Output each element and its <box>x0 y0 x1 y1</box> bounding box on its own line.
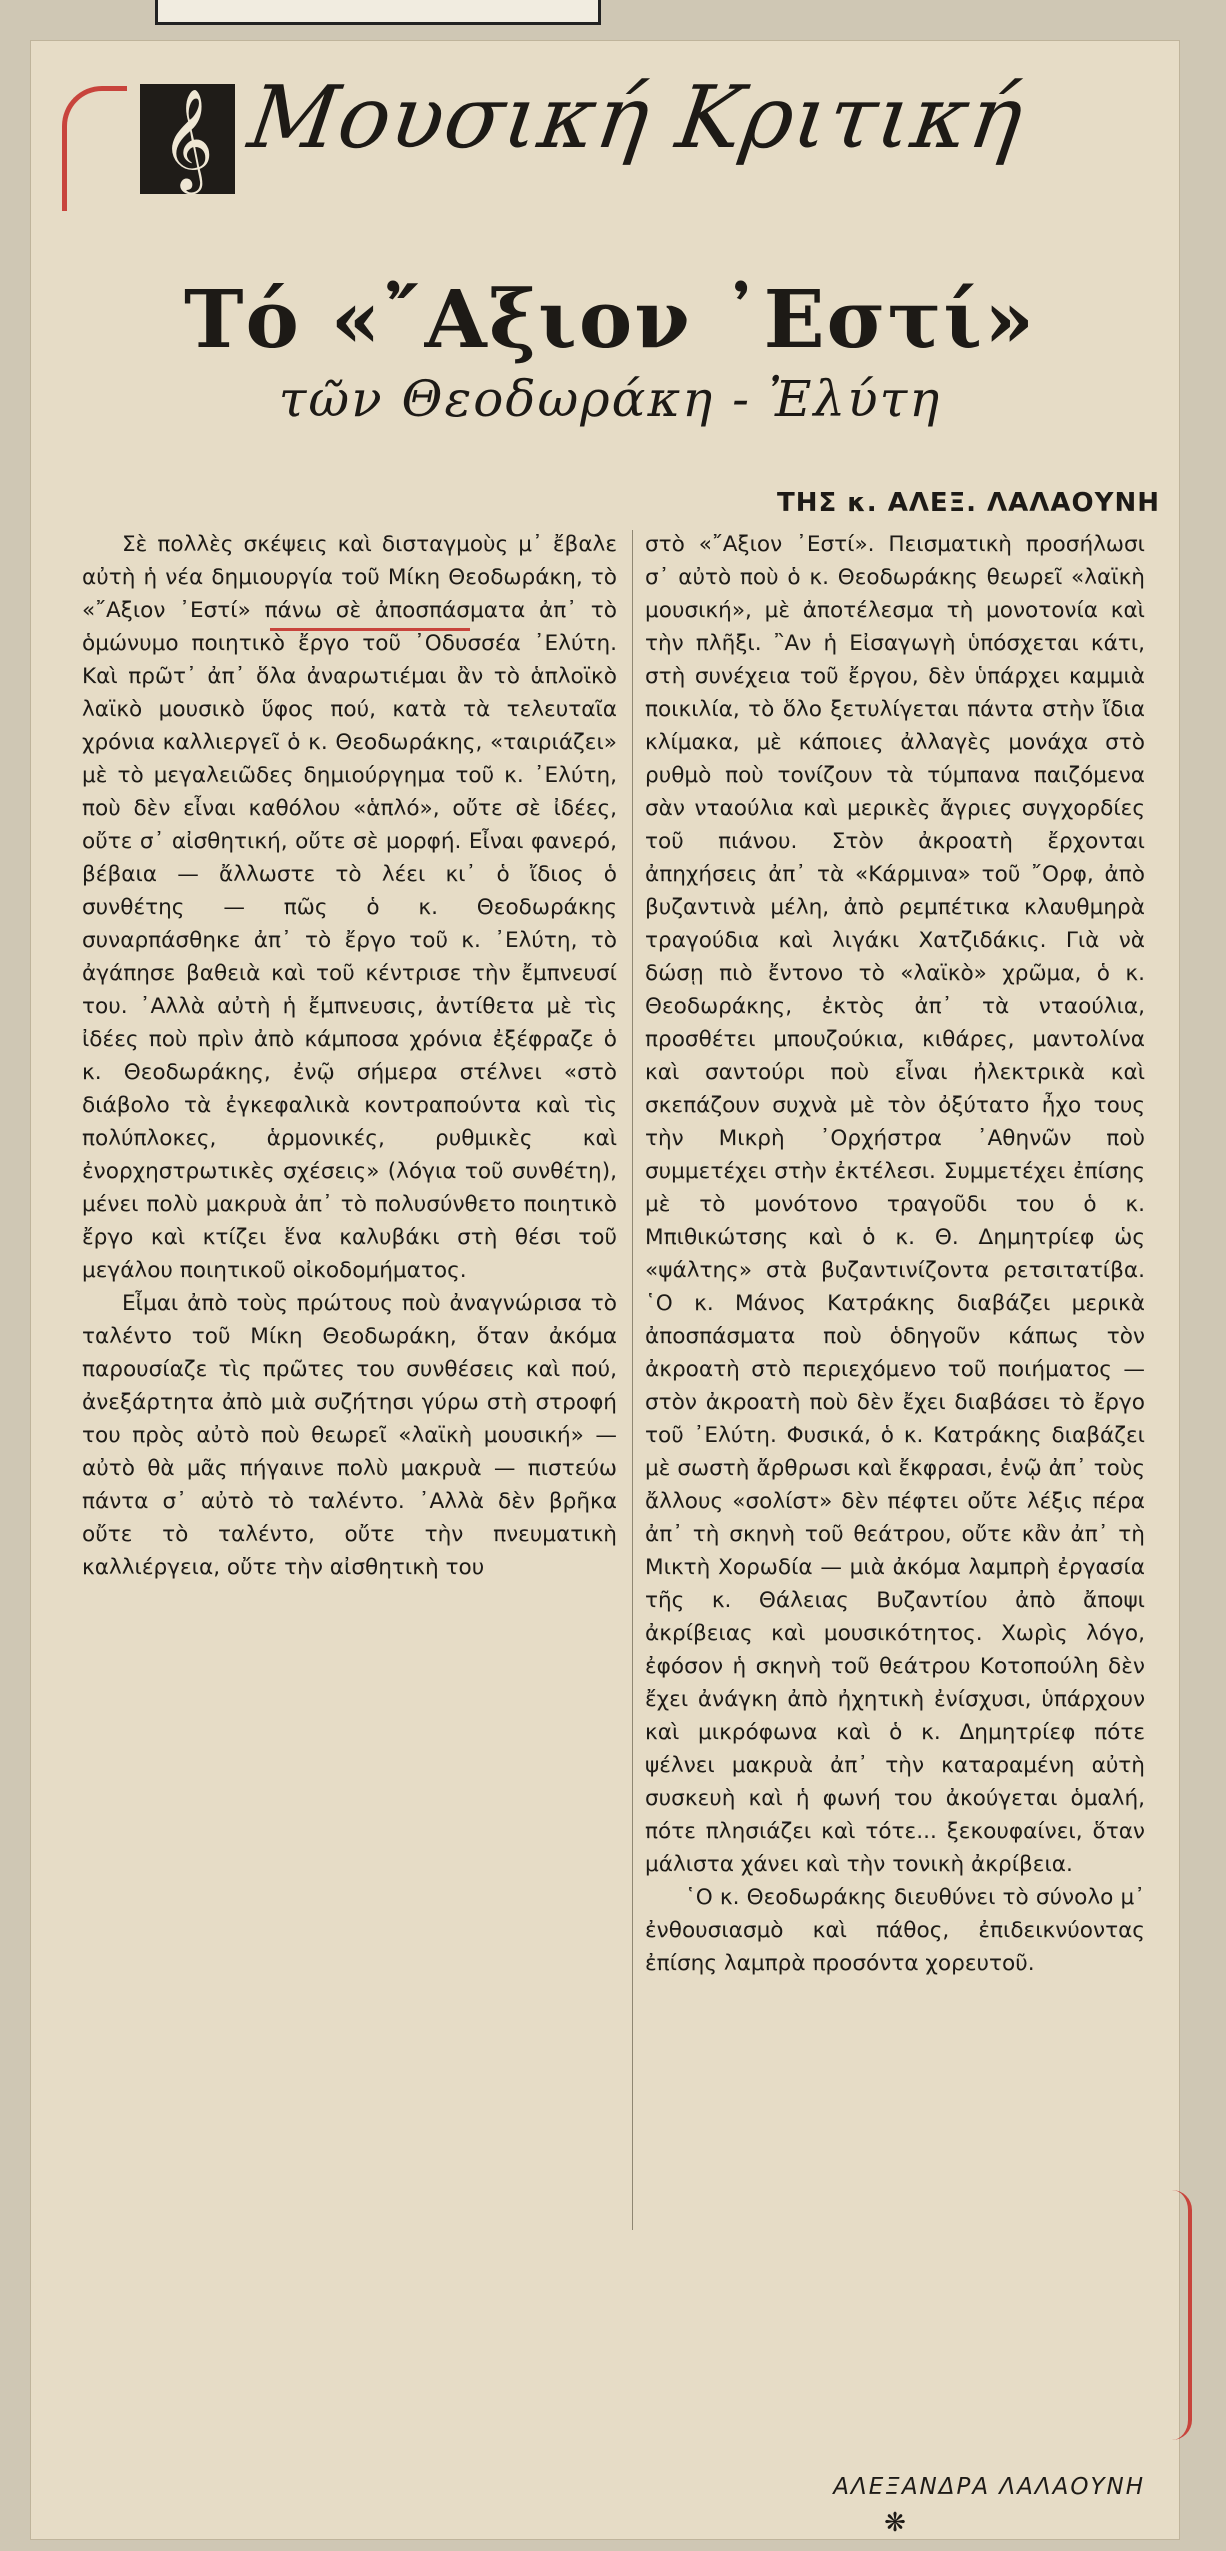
section-header <box>100 62 1150 212</box>
red-pen-mark <box>62 86 127 211</box>
article-subhead: τῶν Θεοδωράκη - Ἐλύτη <box>278 370 942 428</box>
red-pen-mark-right <box>1170 2190 1192 2440</box>
right-column <box>645 528 1145 1980</box>
column-divider <box>632 530 633 2230</box>
author-signature: ΑΛΕΞΑΝΔΡΑ ΛΑΛΑΟΥΝΗ <box>833 2474 1145 2500</box>
section-title: Μουσική Κριτική <box>242 68 1030 168</box>
paragraph: ῾Ο κ. Θεοδωράκης διευθύνει τὸ σύνολο μ᾿ ἐνθουσιασμὸ καὶ πάθος, ἐπιδεικνύοντας ἐπίσης λαμπρὰ προσόντα χορευτοῦ. <box>645 1885 1145 1976</box>
article-headline: Τό «῎Αξιον ᾿Εστί» <box>183 272 1037 366</box>
top-paper-stub <box>155 0 601 25</box>
treble-clef-icon: 𝄞 <box>140 84 235 194</box>
left-column <box>82 528 617 1584</box>
article-byline: ΤΗΣ κ. ΑΛΕΞ. ΛΑΛΑΟΥΝΗ <box>776 488 1160 518</box>
paragraph: Σὲ πολλὲς σκέψεις καὶ δισταγμοὺς μ᾿ ἔβαλε αὐτὴ ἡ νέα δημιουργία τοῦ Μίκη Θεοδωράκη, τὸ «῎Αξιον ᾿Εστί» πάνω σὲ ἀποσπάσματα ἀπ᾿ τὸ ὁμώνυμο ποιητικὸ ἔργο τοῦ ᾿Οδυσσέα ᾿Ελύτη. Καὶ πρῶτ᾿ ἀπ᾿ ὅλα ἀναρωτιέμαι ἂν τὸ ἁπλοϊκὸ λαϊκὸ μουσικὸ ὕφος πού, κατὰ τὰ τελευταῖα χρόνια καλλιεργεῖ ὁ κ. Θεοδωράκης, «ταιριάζει» μὲ τὸ μεγαλειῶδες δημιούργημα τοῦ κ. ᾿Ελύτη, ποὺ δὲν εἶναι καθόλου «ἁπλό», οὔτε σὲ ἰδέες, οὔτε σ᾿ αἰσθητική, οὔτε σὲ μορφή. Εἶναι φανερό, βέβαια — ἄλλωστε τὸ λέει κι᾿ ὁ ἴδιος ὁ συνθέτης — πῶς ὁ κ. Θεοδωράκης συναρπάσθηκε ἀπ᾿ τὸ ἔργο τοῦ κ. ᾿Ελύτη, τὸ ἀγάπησε βαθειὰ καὶ τοῦ κέντρισε τὴν ἔμπνευσί του. ᾿Αλλὰ αὐτὴ ἡ ἔμπνευσις, ἀντίθετα μὲ τὶς ἰδέες ποὺ πρὶν ἀπὸ κάμποσα χρόνια ἐξέφραζε ὁ κ. Θεοδωράκης, ἐνῷ σήμερα στέλνει «στὸ διάβολο τὰ ἐγκεφαλικὰ κοντραπούντα καὶ τὶς πολύπλοκες, ἁρμονικές, ρυθμικὲς καὶ ἐνορχηστρωτικὲς σχέσεις» (λόγια τοῦ συνθέτη), μένει πολὺ μακρυὰ ἀπ᾿ τὸ πολυσύνθετο ποιητικὸ ἔργο καὶ κτίζει ἕνα καλυβάκι στὴ θέσι τοῦ μεγάλου ποιητικοῦ οἰκοδομήματος. <box>82 532 617 1283</box>
red-underline-mark <box>270 628 470 631</box>
paragraph: Εἶμαι ἀπὸ τοὺς πρώτους ποὺ ἀναγνώρισα τὸ ταλέντο τοῦ Μίκη Θεοδωράκη, ὅταν ἀκόμα παρουσίαζε τὶς πρῶτες του συνθέσεις καὶ πού, ἀνεξάρτητα ἀπὸ μιὰ συζήτησι γύρω στὴ στροφή του πρὸς αὐτὸ ποὺ θεωρεῖ «λαϊκὴ μουσική» — αὐτὸ θὰ μᾶς πήγαινε πολὺ μακρυὰ — πιστεύω πάντα σ᾿ αὐτὸ τὸ ταλέντο. ᾿Αλλὰ δὲν βρῆκα οὔτε τὸ ταλέντο, οὔτε τὴν πνευματικὴ καλλιέργεια, οὔτε τὴν αἰσθητικὴ του <box>82 1291 617 1580</box>
paragraph: στὸ «῎Αξιον ᾿Εστί». Πεισματικὴ προσήλωσι σ᾿ αὐτὸ ποὺ ὁ κ. Θεοδωράκης θεωρεῖ «λαϊκὴ μουσική», μὲ ἀποτέλεσμα τὴ μονοτονία καὶ τὴν πλῆξι. ῍Αν ἡ Εἰσαγωγὴ ὑπόσχεται κάτι, στὴ συνέχεια τοῦ ἔργου, δὲν ὑπάρχει καμμιὰ ποικιλία, τὸ ὅλο ξετυλίγεται πάντα στὴν ἴδια κλίμακα, μὲ κάποιες ἀλλαγὲς μονάχα στὸ ρυθμὸ ποὺ τονίζουν τὰ τύμπανα παιζόμενα σὰν νταούλια καὶ μερικὲς ἄγριες συγχορδίες τοῦ πιάνου. Στὸν ἀκροατὴ ἔρχονται ἀπηχήσεις ἀπ᾿ τὰ «Κάρμινα» τοῦ ῎Ορφ, ἀπὸ βυζαντινὰ μέλη, ἀπὸ ρεμπέτικα κλαυθμηρὰ τραγούδια καὶ λιγάκι Χατζιδάκις. Γιὰ νὰ δώσῃ πιὸ ἔντονο τὸ «λαϊκὸ» χρῶμα, ὁ κ. Θεοδωράκης, ἐκτὸς ἀπ᾿ τὰ νταούλια, προσθέτει μπουζούκια, κιθάρες, μαντολίνα καὶ σαντούρι ποὺ εἶναι ἠλεκτρικὰ καὶ σκεπάζουν συχνὰ μὲ τὸν ὀξύτατο ἦχο τους τὴν Μικρὴ ᾿Ορχήστρα ᾿Αθηνῶν ποὺ συμμετέχει στὴν ἐκτέλεσι. Συμμετέχει ἐπίσης μὲ τὸ μονότονο τραγοῦδι του ὁ κ. Μπιθικώτσης καὶ ὁ κ. Θ. Δημητρίεφ ὡς «ψάλτης» στὰ βυζαντινίζοντα ρετσιτατίβα. ῾Ο κ. Μάνος Κατράκης διαβάζει μερικὰ ἀποσπάσματα ποὺ ὁδηγοῦν κάπως τὸν ἀκροατὴ στὸ περιεχόμενο τοῦ ποιήματος — στὸν ἀκροατὴ ποὺ δὲν ἔχει διαβάσει τὸ ἔργο τοῦ ᾿Ελύτη. Φυσικά, ὁ κ. Κατράκης διαβάζει μὲ σωστὴ ἄρθρωσι καὶ ἔκφρασι, ἐνῷ ἀπ᾿ τοὺς ἄλλους «σολίστ» δὲν πέφτει οὔτε λέξις πέρα ἀπ᾿ τὴ σκηνὴ τοῦ θεάτρου, οὔτε κἂν ἀπ᾿ τὴ Μικτὴ Χορωδία — μιὰ ἀκόμα λαμπρὴ ἐργασία τῆς κ. Θάλειας Βυζαντίου ἀπὸ ἄποψι ἀκρίβειας καὶ μουσικότητος. Χωρὶς λόγο, ἐφόσον ἡ σκηνὴ τοῦ θεάτρου Κοτοπούλη δὲν ἔχει ἀνάγκη ἀπὸ ἠχητικὴ ἐνίσχυσι, ὑπάρχουν καὶ μικρόφωνα καὶ ὁ κ. Δημητρίεφ πότε ψέλνει μακρυὰ ἀπ᾿ τὴν καταραμένη αὐτὴ συσκευὴ καὶ ἡ φωνή του ἀκούγεται ὁμαλή, πότε πλησιάζει καὶ τότε... ξεκουφαίνει, ὅταν μάλιστα χάνει καὶ τὴν τονικὴ ἀκρίβεια. <box>645 532 1145 1877</box>
end-mark-icon: ❋ <box>884 2508 906 2538</box>
